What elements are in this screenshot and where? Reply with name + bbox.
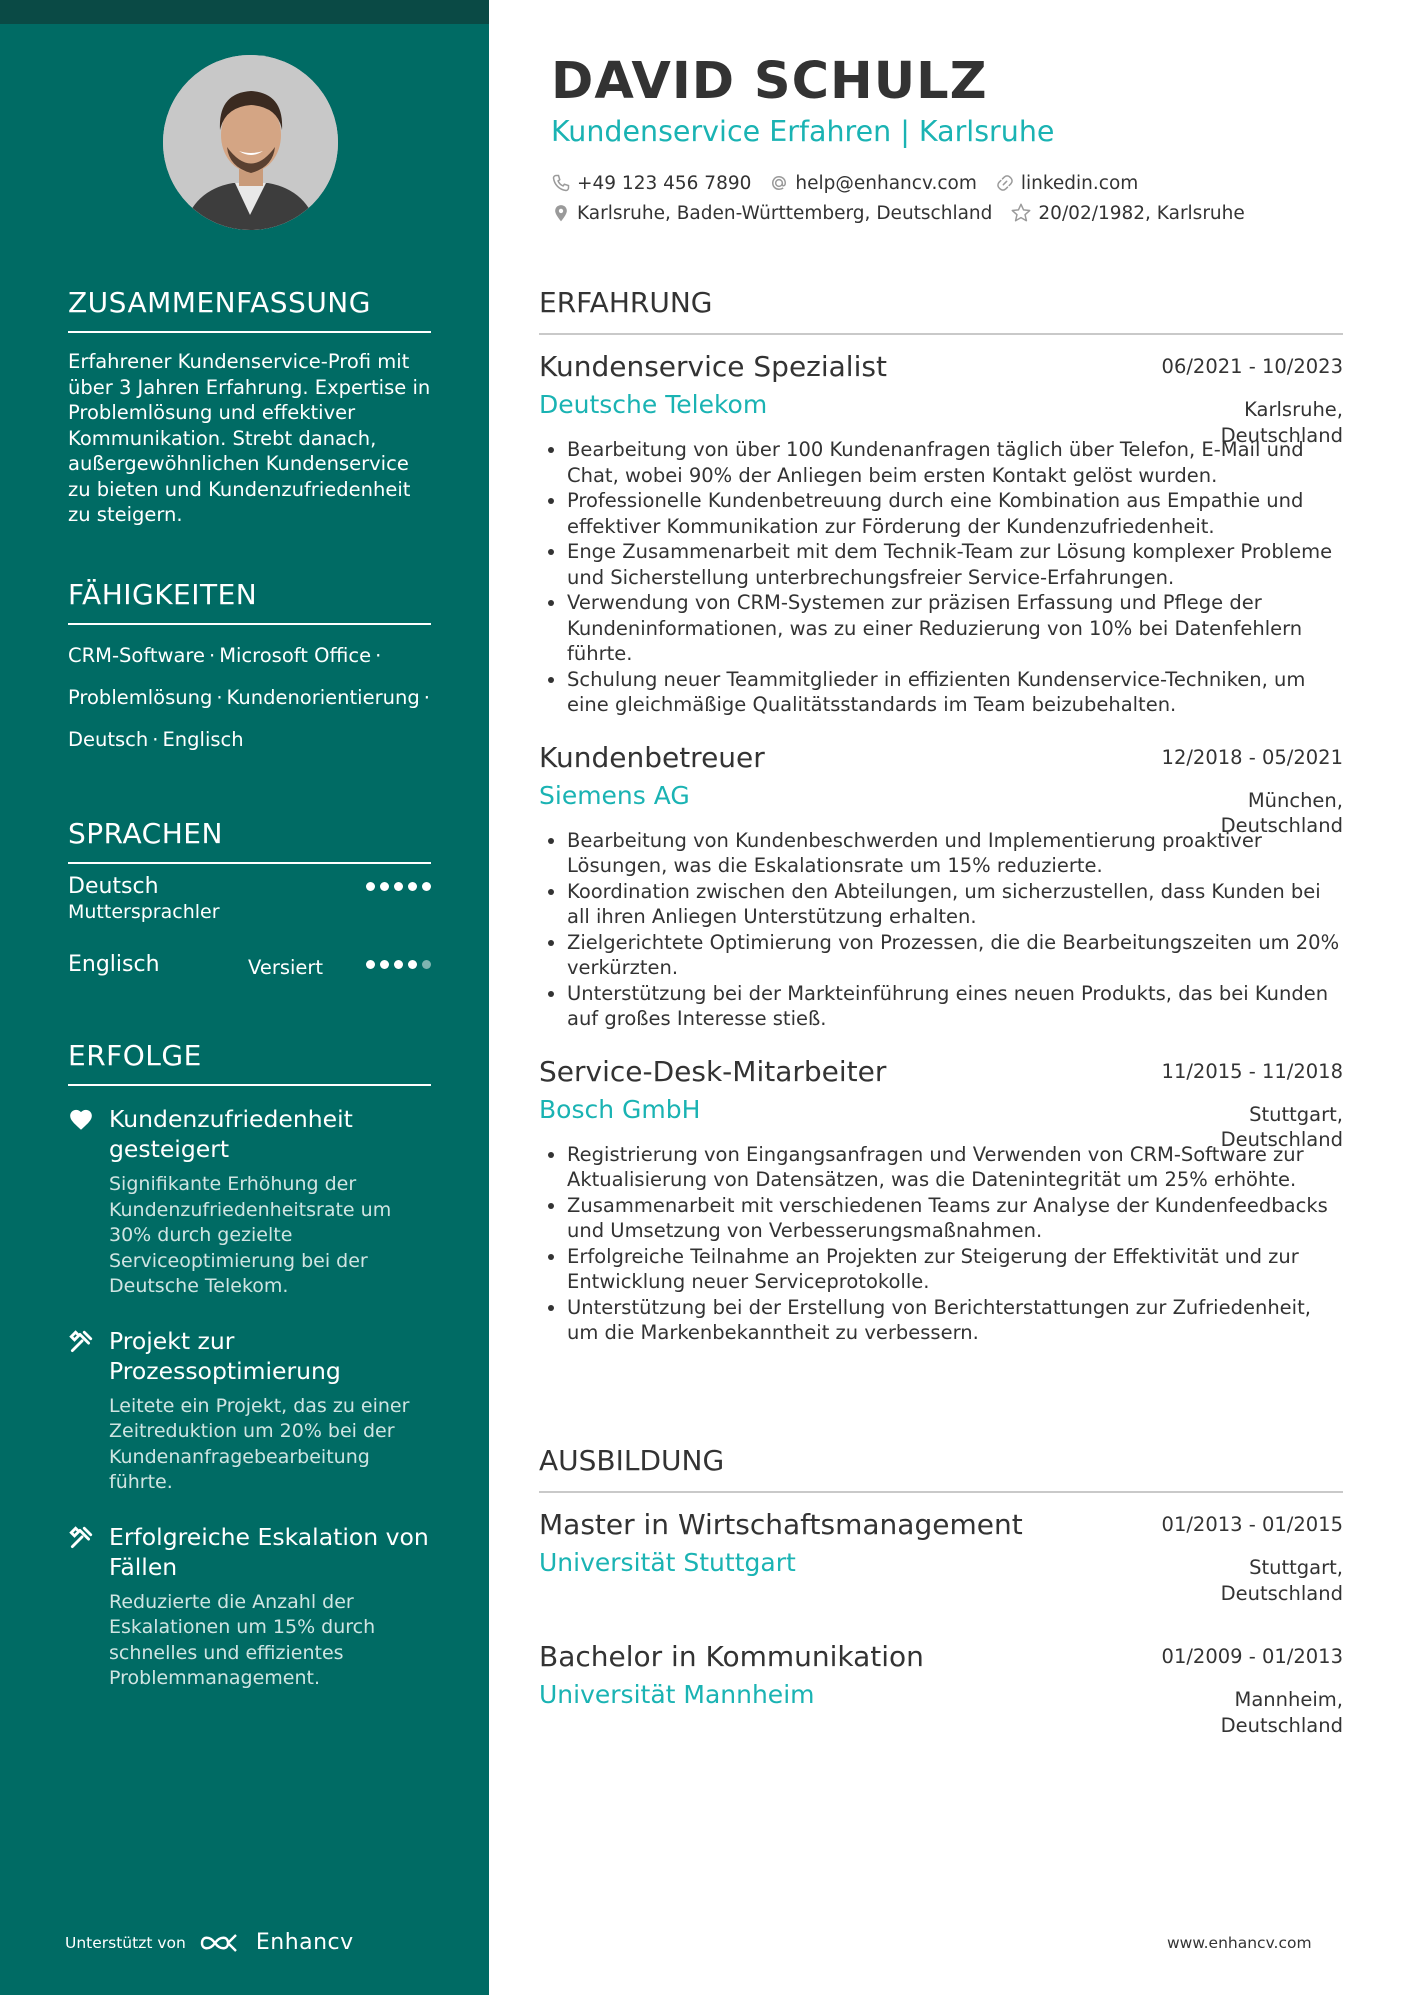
contact-info <box>551 168 1245 228</box>
experience-heading: ERFAHRUNG <box>539 286 1343 335</box>
rating-dot <box>380 882 389 891</box>
bullet-item: • Registrierung von Eingangsanfragen und Verwenden von CRM-Software zur Aktualisierung von Datensätzen, was die Datenintegrität um 25% erhöhte. <box>567 1142 1343 1193</box>
bullet-item: • Bearbeitung von über 100 Kundenanfragen täglich über Telefon, E-Mail und Chat, wobei 90% der Anliegen beim ersten Kontakt gelöst wurden. <box>567 437 1343 488</box>
achievement-item <box>68 1104 431 1300</box>
achievement-item <box>68 1522 431 1692</box>
degree-title: Bachelor in Kommunikation <box>539 1640 924 1673</box>
achievement-desc: Signifikante Erhöhung der Kundenzufriedenheitsrate um 30% durch gezielte Serviceoptimierung bei der Deutsche Telekom. <box>109 1173 392 1297</box>
school-name: Universität Stuttgart <box>539 1548 796 1577</box>
bullet-item: • Bearbeitung von Kundenbeschwerden und Implementierung proaktiver Lösungen, was die Eskalationsrate um 15% reduzierte. <box>567 828 1343 879</box>
summary-heading: ZUSAMMENFASSUNG <box>68 286 431 333</box>
phone-icon <box>551 173 571 193</box>
at-icon <box>769 173 789 193</box>
achievement-desc: Leitete ein Projekt, das zu einer Zeitreduktion um 20% bei der Kundenanfragebearbeitung führte. <box>109 1394 410 1493</box>
rating-dot <box>380 960 389 969</box>
rating-dot <box>366 960 375 969</box>
bullet-item: • Schulung neuer Teammitglieder in effizienten Kundenservice-Techniken, um eine gleichmäßige Qualitätsstandards im Team beizubehalten. <box>567 667 1343 718</box>
education-heading: AUSBILDUNG <box>539 1444 1343 1493</box>
language-rating <box>366 960 431 969</box>
language-name: Englisch <box>68 952 160 977</box>
job-bullets <box>539 828 1343 1032</box>
languages-heading: SPRACHEN <box>68 817 431 864</box>
skill-item: Problemlösung <box>68 686 213 709</box>
skills-list: CRM-Software · Microsoft Office · Problemlösung · Kundenorientierung · Deutsch · Englisch <box>68 644 430 751</box>
skill-item: Englisch <box>162 728 244 751</box>
language-rating <box>366 882 431 891</box>
language-level: Versiert <box>248 956 324 979</box>
education-dates: 01/2013 - 01/2015 <box>1161 1513 1343 1536</box>
achievement-title: Projekt zur Prozessoptimierung <box>109 1326 341 1385</box>
rating-dot <box>408 960 417 969</box>
tools-icon <box>68 1525 94 1551</box>
tools-icon <box>68 1329 94 1355</box>
powered-by <box>65 1930 354 1955</box>
company-name: Siemens AG <box>539 780 690 810</box>
email-text[interactable]: help@enhancv.com <box>795 172 977 194</box>
achievement-title: Erfolgreiche Eskalation von Fällen <box>109 1522 429 1581</box>
star-icon <box>1010 202 1032 224</box>
education-location: Mannheim, Deutschland <box>1220 1688 1343 1737</box>
bullet-item: • Erfolgreiche Teilnahme an Projekten zur Steigerung der Effektivität und zur Entwicklung neuer Serviceprotokolle. <box>567 1244 1343 1295</box>
education-entry <box>539 1639 1343 1737</box>
skills-heading: FÄHIGKEITEN <box>68 578 431 625</box>
avatar <box>163 55 338 230</box>
rating-dot <box>394 960 403 969</box>
bullet-item: • Zusammenarbeit mit verschiedenen Teams zur Analyse der Kundenfeedbacks und Umsetzung von Verbesserungsmaßnahmen. <box>567 1193 1343 1244</box>
summary-section <box>68 286 431 528</box>
heart-icon <box>68 1107 94 1133</box>
link-icon <box>995 173 1015 193</box>
phone-item <box>551 173 751 194</box>
footer-url[interactable]: www.enhancv.com <box>1167 1934 1312 1952</box>
rating-dot <box>394 882 403 891</box>
achievement-desc: Reduzierte die Anzahl der Eskalationen um 15% durch schnelles und effizientes Problemmanagement. <box>109 1590 376 1689</box>
rating-dot <box>422 960 431 969</box>
school-name: Universität Mannheim <box>539 1680 815 1709</box>
location-pin-icon <box>551 203 571 223</box>
birth-text: 20/02/1982, Karlsruhe <box>1038 202 1245 224</box>
sidebar-top-bar <box>0 0 489 24</box>
job-location: Karlsruhe, Deutschland <box>1220 398 1343 447</box>
skill-item: Deutsch <box>68 728 149 751</box>
enhancv-logo-icon <box>198 1931 244 1955</box>
sidebar <box>0 0 489 1995</box>
experience-entry <box>539 1054 1343 1346</box>
experience-section <box>539 286 1343 1346</box>
job-location: Stuttgart, Deutschland <box>1220 1102 1343 1151</box>
linkedin-text[interactable]: linkedin.com <box>1020 172 1139 194</box>
education-section <box>539 1444 1343 1737</box>
job-bullets <box>539 1142 1343 1346</box>
job-title: Kundenservice Spezialist <box>539 350 887 383</box>
phone-text: +49 123 456 7890 <box>577 172 752 194</box>
bullet-item: • Enge Zusammenarbeit mit dem Technik-Team zur Lösung komplexer Probleme und Sicherstellung unterbrechungsfreier Service-Erfahrungen. <box>567 539 1343 590</box>
headline: Kundenservice Erfahren | Karlsruhe <box>551 115 1055 148</box>
job-title: Kundenbetreuer <box>539 740 765 774</box>
bullet-item: • Koordination zwischen den Abteilungen, um sicherzustellen, dass Kunden bei all ihren Anliegen Unterstützung erhalten. <box>567 879 1343 930</box>
degree-title: Master in Wirtschaftsmanagement <box>539 1508 1023 1541</box>
skills-section <box>68 578 431 761</box>
job-bullets <box>539 437 1343 718</box>
bullet-item: • Zielgerichtete Optimierung von Prozessen, die die Bearbeitungszeiten um 20% verkürzten. <box>567 930 1343 981</box>
languages-section <box>68 817 431 1020</box>
language-name: Deutsch <box>68 874 159 899</box>
rating-dot <box>422 882 431 891</box>
powered-by-label: Unterstützt von <box>65 1933 186 1952</box>
education-entry <box>539 1507 1343 1605</box>
company-name: Deutsche Telekom <box>539 390 768 419</box>
bullet-item: • Verwendung von CRM-Systemen zur präzisen Erfassung und Pflege der Kundeninformationen, was zu einer Reduzierung von 10% bei Datenfehlern führte. <box>567 590 1343 667</box>
location-item <box>551 203 992 224</box>
education-dates: 01/2009 - 01/2013 <box>1161 1645 1343 1668</box>
education-location: Stuttgart, Deutschland <box>1220 1556 1343 1605</box>
bullet-item: • Unterstützung bei der Markteinführung eines neuen Produkts, das bei Kunden auf großes Interesse stieß. <box>567 981 1343 1032</box>
company-name: Bosch GmbH <box>539 1094 701 1124</box>
rating-dot <box>366 882 375 891</box>
language-level: Muttersprachler <box>68 901 220 923</box>
skill-item: Microsoft Office <box>219 644 372 667</box>
job-title: Service-Desk-Mitarbeiter <box>539 1054 887 1088</box>
experience-entry <box>539 740 1343 1032</box>
job-location: München, Deutschland <box>1220 788 1343 837</box>
achievement-item <box>68 1326 431 1496</box>
job-dates: 06/2021 - 10/2023 <box>1161 355 1343 378</box>
achievements-section <box>68 1039 431 1692</box>
candidate-name: DAVID SCHULZ <box>551 52 988 111</box>
location-text: Karlsruhe, Baden-Württemberg, Deutschland <box>577 202 993 224</box>
skill-item: Kundenorientierung <box>226 686 420 709</box>
skill-item: CRM-Software <box>68 644 205 667</box>
bullet-item: • Unterstützung bei der Erstellung von Berichterstattungen zur Zufriedenheit, um die Markenbekanntheit zu verbessern. <box>567 1295 1343 1346</box>
language-item <box>68 874 431 942</box>
rating-dot <box>408 882 417 891</box>
achievements-heading: ERFOLGE <box>68 1039 431 1086</box>
experience-entry <box>539 349 1343 718</box>
job-dates: 12/2018 - 05/2021 <box>1161 745 1343 769</box>
enhancv-brand: Enhancv <box>255 1930 354 1955</box>
email-item[interactable] <box>769 173 976 194</box>
job-dates: 11/2015 - 11/2018 <box>1161 1059 1343 1083</box>
bullet-item: • Professionelle Kundenbetreuung durch eine Kombination aus Empathie und effektiver Kommunikation zur Förderung der Kundenzufriedenheit. <box>567 488 1343 539</box>
birth-item <box>1010 202 1244 224</box>
summary-text: Erfahrener Kundenservice-Profi mit über 3 Jahren Erfahrung. Expertise in Problemlösung und effektiver Kommunikation. Strebt danach, außergewöhnlichen Kundenservice zu bieten und Kundenzufriedenheit zu steigern. <box>68 350 431 526</box>
language-item <box>68 952 431 1020</box>
linkedin-item[interactable] <box>995 173 1138 194</box>
achievement-title: Kundenzufriedenheit gesteigert <box>109 1105 353 1163</box>
